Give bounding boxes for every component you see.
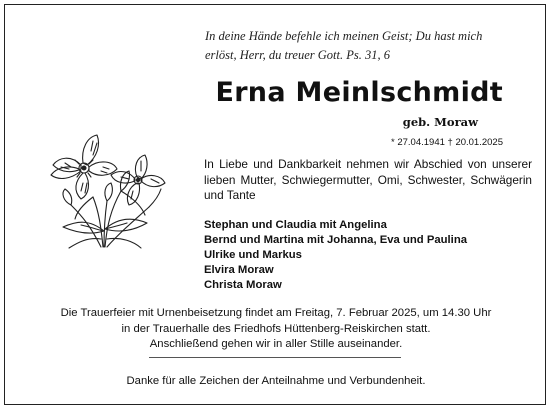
bible-verse: [205, 27, 505, 65]
service-line-1: Die Trauerfeier mit Urnenbeisetzung findet am Freitag, 7. Februar 2025, um 14.30 Uhr: [60, 307, 492, 319]
mourner-line: Ulrike und Markus: [204, 249, 302, 261]
mourner-line: Stephan und Claudia mit Angelina: [204, 219, 387, 231]
mourner-line: Elvira Moraw: [204, 264, 274, 276]
service-line-2: in der Trauerhalle des Friedhofs Hüttenberg-Reiskirchen statt.: [121, 322, 431, 335]
mourner-line: Bernd und Martina mit Johanna, Eva und Paulina: [204, 234, 468, 246]
mourners-list: [204, 218, 524, 293]
obituary-notice: [4, 4, 546, 405]
deceased-name: Erna Meinlschmidt: [215, 77, 503, 108]
thanks-text: Danke für alle Zeichen der Anteilnahme und Verbundenheit.: [126, 375, 426, 387]
verse-line-1: In deine Hände befehle ich meinen Geist; Du hast mich: [205, 29, 483, 43]
life-dates: * 27.04.1941 † 20.01.2025: [391, 137, 503, 148]
flower-icon: [41, 127, 171, 249]
service-line-3: Anschließend gehen wir in aller Stille auseinander.: [149, 338, 403, 350]
birth-name: geb. Moraw: [402, 115, 478, 129]
mourner-line: Christa Moraw: [204, 279, 282, 291]
funeral-service-info: [5, 306, 547, 353]
divider: [149, 357, 401, 358]
farewell-text: In Liebe und Dankbarkeit nehmen wir Abschied von unserer lieben Mutter, Schwiegermutter, Omi, Schwester, Schwägerin und Tante: [204, 157, 532, 202]
verse-line-2: erlöst, Herr, du treuer Gott. Ps. 31, 6: [205, 48, 390, 62]
